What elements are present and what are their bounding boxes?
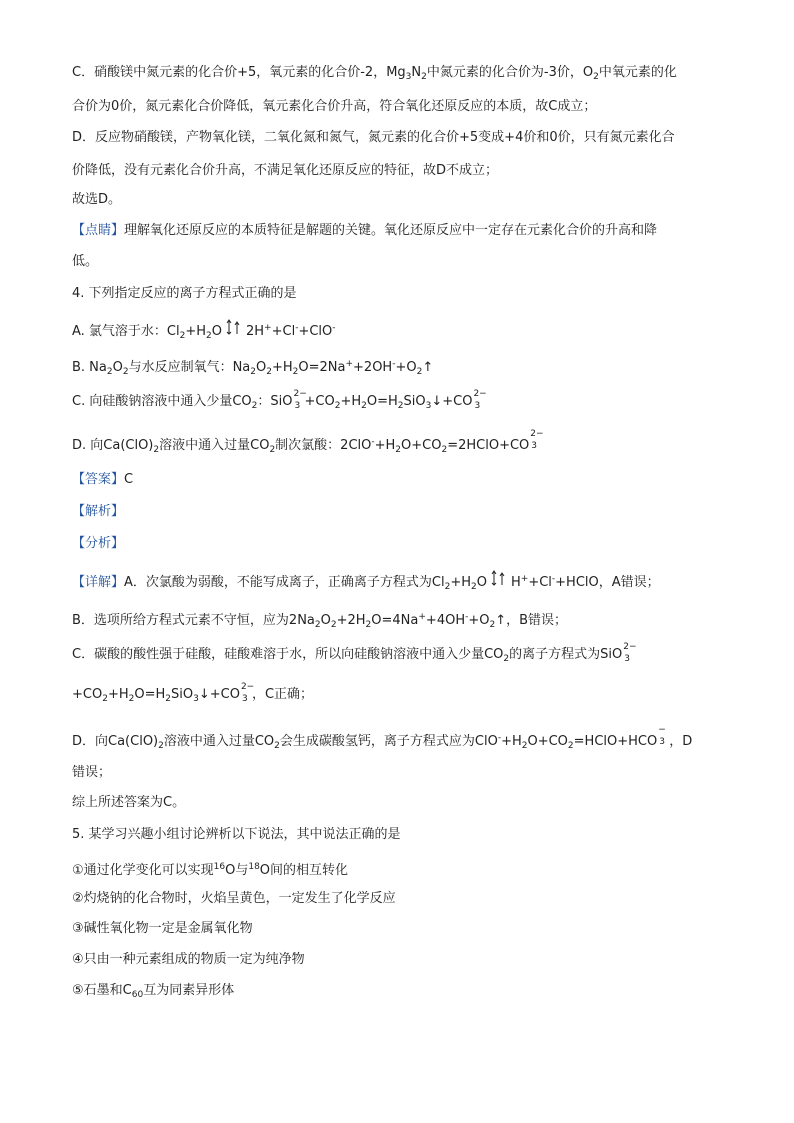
statement-item: ②灼烧钠的化合物时，火焰呈黄色，一定发生了化学反应 — [72, 891, 396, 906]
text-line: 错误； — [72, 765, 112, 780]
statement-item: ④只由一种元素组成的物质一定为纯净物 — [72, 952, 305, 967]
detail-tag: 【详解】 — [72, 575, 125, 590]
ion-charge: 2− 3 — [623, 642, 637, 664]
tip-line: 【点睛】理解氧化还原反应的本质特征是解题的关键。氧化还原反应中一定存在元素化合价的升高和降 — [72, 223, 658, 238]
question-title: 5. 某学习兴趣小组讨论辨析以下说法，其中说法正确的是 — [72, 827, 401, 842]
detail-d: D．向$Ca(ClO)_2$溶液中通入过量$CO_2$会生成碳酸氢钙，离子方程式应为$ClO^-+H_2O+CO_2=HClO+HCO$ − 3 ，D — [72, 725, 693, 751]
statement-item: ⑤石墨和$C_{60}$互为同素异形体 — [72, 983, 235, 1000]
question-title: 4. 下列指定反应的离子方程式正确的是 — [72, 286, 297, 301]
reversible-arrow-icon — [224, 319, 244, 337]
ion-charge: 2− 3 — [293, 389, 307, 411]
text-line: 价降低，没有元素化合价升高，不满足氧化还原反应的特征，故D不成立； — [72, 163, 499, 178]
ion-charge: − 3 — [658, 725, 666, 747]
option-d: D. 向$Ca(ClO)_2$溶液中通入过量$CO_2$制次氯酸：$2ClO^-+H_2O+CO_2=2HClO+CO$ 2− 3 — [72, 429, 544, 455]
analysis-tag: 【解析】 — [72, 504, 125, 519]
tip-tag: 【点睛】 — [72, 223, 125, 238]
statement-item: ①通过化学变化可以实现$^{16}$O与$^{18}$O间的相互转化 — [72, 862, 349, 878]
text-line: 合价为0价，氮元素化合价降低，氧元素化合价升高，符合氧化还原反应的本质，故C成立； — [72, 99, 597, 114]
text-line: 低。 — [72, 254, 99, 269]
ion-charge: 2− 3 — [240, 682, 255, 704]
fenxi-tag: 【分析】 — [72, 536, 125, 551]
detail-b: B．选项所给方程式元素不守恒，应为$2Na_2O_2+2H_2O=4Na^++4OH^-+O_2↑$，B错误； — [72, 612, 568, 630]
detail-a: 【详解】A．次氯酸为弱酸，不能写成离子，正确离子方程式为$Cl_2+H_2O$ H++Cl-+HClO，A错误； — [72, 570, 660, 596]
answer-tag: 【答案】 — [72, 472, 125, 487]
ion-charge: 2− 3 — [473, 389, 487, 411]
answer-line: 【答案】C — [72, 472, 134, 487]
text-line: C．硝酸镁中氮元素的化合价+5，氧元素的化合价-2，$Mg_3N_2$中氮元素的化合价为-3价，$O_2$中氧元素的化 — [72, 65, 677, 82]
text-line: 故选D。 — [72, 192, 122, 207]
detail-c: C．碳酸的酸性强于硅酸，硅酸难溶于水，所以向硅酸钠溶液中通入少量$CO_2$的离子方程式为SiO 2− 3 — [72, 642, 637, 664]
ion-charge: 2− 3 — [530, 429, 544, 451]
detail-c-cont: $+CO_2+H_2O=H_2SiO_3↓+CO$ 2− 3 ，C正确； — [72, 682, 314, 704]
option-c: C. 向硅酸钠溶液中通入少量$CO_2$：SiO 2− 3 $+CO_2+H_2O=H_2SiO_3↓+CO$ 2− 3 — [72, 389, 487, 411]
option-a: A. 氯气溶于水：$Cl_2+H_2O$ 2H++Cl-+ClO- — [72, 319, 336, 345]
option-b: B. $Na_2O_2$与水反应制氧气：$Na_2O_2+H_2O=2Na^++2OH^-+O_2↑$ — [72, 359, 434, 377]
text-line: D．反应物硝酸镁，产物氧化镁，二氧化氮和氮气，氮元素的化合价+5变成+4价和0价，只有氮元素化合 — [72, 130, 675, 145]
reversible-arrow-icon — [489, 570, 509, 588]
statement-item: ③碱性氧化物一定是金属氧化物 — [72, 921, 253, 936]
text-line: 综上所述答案为C。 — [72, 795, 186, 810]
